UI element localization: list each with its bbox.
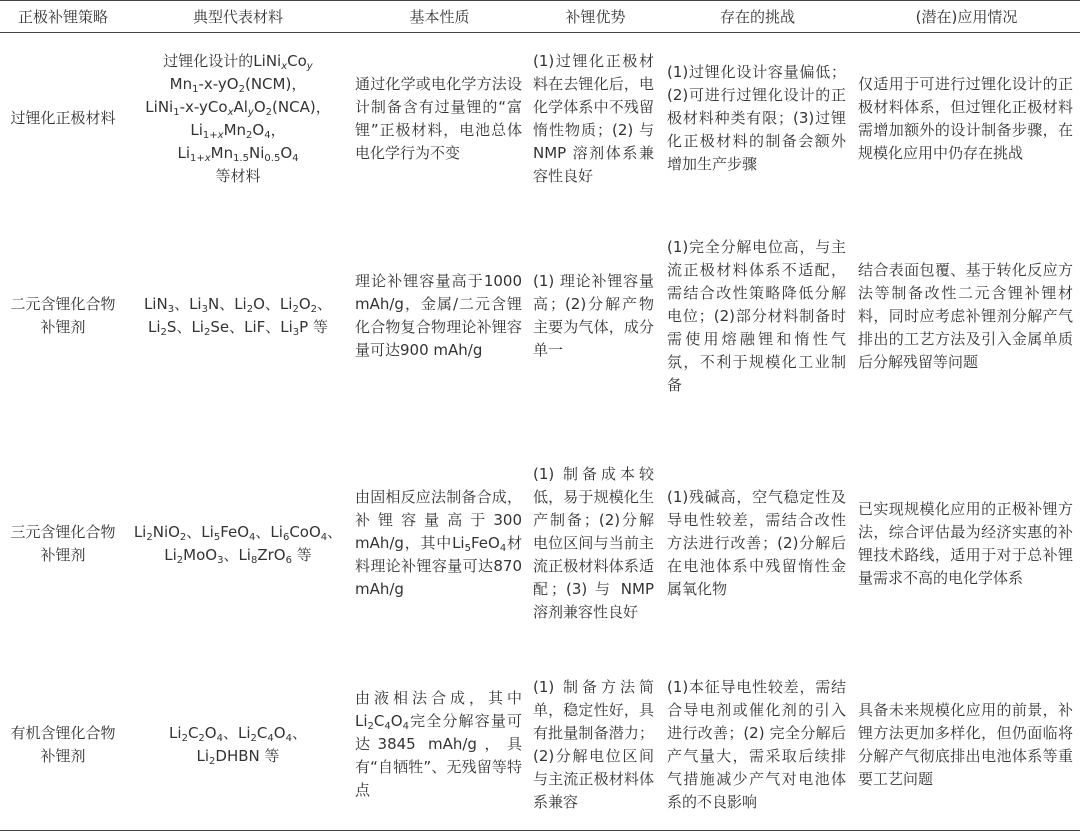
cell-advantage: (1)过锂化正极材料在去锂化后，电化学体系中不残留惰性物质；(2) 与 NMP 溶剂体系兼容性良好	[533, 51, 654, 185]
cell-advantage: (1) 制备成本较低，易于规模化生产制备；(2)分解电位区间与当前主流正极材料体系适配；(3) 与 NMP 溶剂兼容性良好	[533, 465, 654, 621]
cell-application: 已实现规模化应用的正极补锂方法，综合评估最为经济实惠的补锂技术路线，适用于对于总补锂量需求不高的电化学体系	[858, 499, 1073, 587]
formula-binary-b: $Li_2S$、$Li_2Se$、LiF、$Li_3P$ 等	[148, 318, 328, 338]
formula-organic-a: $Li_2C_2O_4$、$Li_2C_4O_4$、	[169, 723, 307, 744]
cell-application: 结合表面包覆、基于转化反应方法等制备改性二元含锂补锂材料，同时应考虑补锂剂分解产气排出的工艺方法及引入金属单质后分解残留等问题	[858, 260, 1073, 371]
cell-material	[126, 204, 350, 428]
cell-material	[126, 428, 350, 659]
formula-binary-a: LiN$_3$、$Li_3N$、$Li_2O$、$Li_2O_2$、	[143, 295, 333, 315]
cell-material	[126, 33, 350, 205]
cell-strategy: 三元含锂化合物补锂剂	[10, 522, 116, 564]
cell-property: 由液相法合成，其中$Li_2C_4O_4$完全分解容量可达3845 mAh/g，具有“自牺牲”、无残留等特点	[350, 659, 529, 831]
header-material: 典型代表材料	[126, 1, 350, 33]
material-prefix: 过锂化设计的	[163, 51, 254, 70]
header-challenge: 存在的挑战	[662, 1, 853, 33]
table-row	[0, 428, 1080, 659]
cell-application: 仅适用于可进行过锂化设计的正极材料体系，但过锂化正极材料需增加额外的设计制备步骤，在规模化应用中仍存在挑战	[858, 74, 1073, 162]
header-row	[0, 1, 1080, 33]
formula-ncm-b: $Mn_1-x-yO_2(NCM)$，	[169, 74, 307, 95]
formula-ternary-a: $Li_2NiO_2$、$Li_5FeO_4$、$Li_6CoO_4$、	[133, 522, 343, 543]
cell-application: 具备未来规模化应用的前景，补锂方法更加多样化，但仍面临将分解产气彻底排出电池体系等重要工艺问题	[853, 659, 1080, 831]
table-row	[0, 204, 1080, 428]
header-advantage: 补锂优势	[529, 1, 662, 33]
cell-challenge: (1)完全分解电位高，与主流正极材料体系不适配，需结合改性策略降低分解电位；(2)部分材料制备时需使用熔融锂和惰性气氛，不利于规模化工业制备	[667, 237, 846, 394]
header-strategy: 正极补锂策略	[0, 1, 126, 33]
cell-strategy: 过锂化正极材料	[10, 109, 116, 127]
formula-nca: $LiNi_1-x-yCo_xAl_yO_2(NCA)$，	[145, 97, 331, 118]
formula-ternary-b: $Li_2MoO_3$、$Li_8ZrO_6$ 等	[164, 545, 312, 566]
table-row	[0, 33, 1080, 205]
formula-organic-b: $Li_2DHBN$ 等	[196, 746, 280, 767]
cell-challenge: (1)过锂化设计容量偏低；(2)可进行过锂化设计的正极材料种类有限；(3)过锂化正极材料的制备会额外增加生产步骤	[667, 63, 846, 173]
cell-property: 通过化学或电化学方法设计制备含有过量锂的“富锂”正极材料，电池总体电化学行为不变	[355, 74, 522, 162]
cell-property: 由固相反应法制备合成，补锂容量高于300 mAh/g，其中$Li_5FeO_4$材料理论补锂容量可达870 mAh/g	[355, 488, 522, 598]
cell-property: 理论补锂容量高于1000 mAh/g，金属/二元含锂化合物复合物理论补锂容量可达900 mAh/g	[355, 272, 522, 359]
header-application: (潜在)应用情况	[853, 1, 1080, 33]
cell-advantage: (1) 理论补锂容量高；(2)分解产物主要为气体，成分单一	[533, 272, 654, 359]
cell-advantage: (1) 制备方法简单，稳定性好，具有批量制备潜力；(2)分解电位区间与主流正极材料体系兼容	[529, 659, 662, 831]
header-property: 基本性质	[350, 1, 529, 33]
cell-strategy: 二元含锂化合物补锂剂	[10, 295, 116, 336]
table-row	[0, 659, 1080, 831]
cell-challenge: (1)本征导电性较差，需结合导电剂或催化剂的引入进行改善；(2) 完全分解后产气量大，需采取后续排气措施减少产气对电池体系的不良影响	[662, 659, 853, 831]
material-suffix: 等材料	[215, 166, 261, 185]
cell-material	[126, 659, 350, 831]
cell-challenge: (1)残碱高，空气稳定性及导电性较差，需结合改性方法进行改善；(2)分解后在电池体系中残留惰性金属氧化物	[667, 488, 846, 598]
material-line	[132, 50, 344, 73]
cell-strategy: 有机含锂化合物补锂剂	[0, 659, 126, 831]
formula-lmo: $Li_{1+x}Mn_2O_4$，$Li_{1+x}Mn_{1.5}Ni_{0.5}O_4$	[177, 120, 299, 164]
formula-ncm-a: $LiNi_xCo_y$	[253, 51, 313, 72]
